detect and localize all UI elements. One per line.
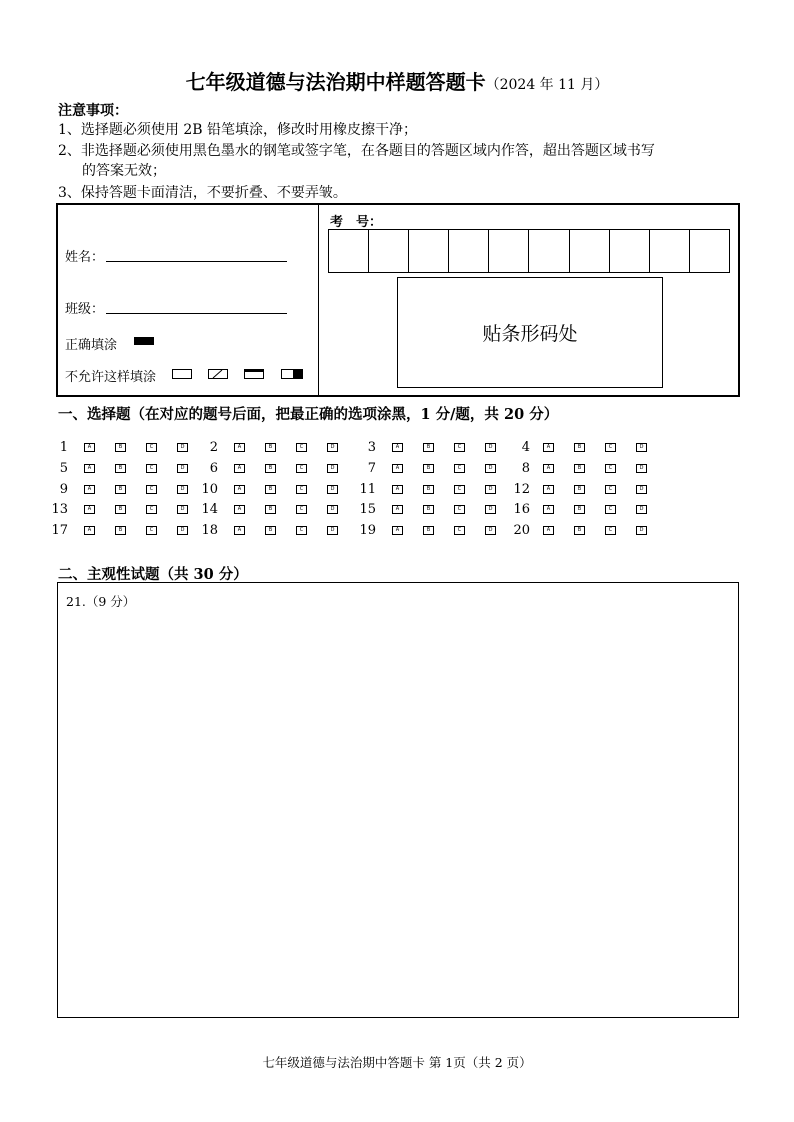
option-bubble[interactable]: B bbox=[574, 464, 585, 473]
option-bubble[interactable]: B bbox=[265, 485, 276, 494]
notice-line-2: 2、非选择题必须使用黑色墨水的钢笔或签字笔，在各题目的答题区域内作答，超出答题区域书写 bbox=[58, 143, 655, 159]
option-bubble[interactable]: C bbox=[296, 526, 307, 535]
option-bubble[interactable]: C bbox=[605, 526, 616, 535]
option-bubble[interactable]: D bbox=[485, 443, 496, 452]
option-bubble[interactable]: D bbox=[636, 526, 647, 535]
option-bubble[interactable]: B bbox=[265, 464, 276, 473]
option-bubble[interactable]: D bbox=[327, 485, 338, 494]
question-number: 20 bbox=[513, 523, 530, 539]
question-number: 15 bbox=[359, 502, 376, 518]
option-bubble[interactable]: C bbox=[454, 526, 465, 535]
option-bubble[interactable]: D bbox=[485, 505, 496, 514]
slash-mark-icon bbox=[209, 370, 227, 378]
option-bubble[interactable]: A bbox=[392, 526, 403, 535]
exam-number-cell[interactable] bbox=[449, 230, 489, 272]
info-box-divider bbox=[318, 203, 319, 397]
correct-fill-example bbox=[134, 337, 154, 345]
option-bubble[interactable]: A bbox=[543, 443, 554, 452]
option-bubble[interactable]: B bbox=[115, 526, 126, 535]
option-bubble[interactable]: B bbox=[423, 505, 434, 514]
answer-area[interactable] bbox=[57, 582, 739, 1018]
option-bubble[interactable]: C bbox=[296, 464, 307, 473]
question-number: 3 bbox=[367, 440, 376, 455]
option-bubble[interactable]: B bbox=[423, 464, 434, 473]
option-bubble[interactable]: A bbox=[392, 505, 403, 514]
wrong-fill-slash-icon bbox=[208, 369, 228, 379]
notice-line-1: 1、选择题必须使用 2B 铅笔填涂，修改时用橡皮擦干净； bbox=[58, 122, 418, 138]
question-number: 4 bbox=[521, 440, 530, 455]
option-bubble[interactable]: B bbox=[574, 505, 585, 514]
exam-number-cell[interactable] bbox=[489, 230, 529, 272]
wrong-fill-empty-icon bbox=[172, 369, 192, 379]
option-bubble[interactable]: D bbox=[636, 505, 647, 514]
option-bubble[interactable]: D bbox=[636, 485, 647, 494]
option-bubble[interactable]: A bbox=[234, 526, 245, 535]
option-bubble[interactable]: C bbox=[605, 485, 616, 494]
option-bubble[interactable]: B bbox=[265, 443, 276, 452]
option-bubble[interactable]: A bbox=[392, 464, 403, 473]
question-number: 1 bbox=[59, 440, 68, 455]
option-bubble[interactable]: D bbox=[177, 505, 188, 514]
option-bubble[interactable]: A bbox=[543, 485, 554, 494]
option-bubble[interactable]: C bbox=[454, 505, 465, 514]
option-bubble[interactable]: B bbox=[574, 485, 585, 494]
exam-number-cell[interactable] bbox=[529, 230, 569, 272]
exam-number-cell[interactable] bbox=[329, 230, 369, 272]
question-number: 16 bbox=[513, 502, 530, 518]
exam-number-cell[interactable] bbox=[650, 230, 690, 272]
exam-number-cell[interactable] bbox=[369, 230, 409, 272]
title-date: （2024 年 11 月） bbox=[485, 77, 609, 93]
option-bubble[interactable]: D bbox=[327, 443, 338, 452]
option-bubble[interactable]: B bbox=[423, 485, 434, 494]
option-bubble[interactable]: A bbox=[234, 505, 245, 514]
option-bubble[interactable]: C bbox=[296, 485, 307, 494]
option-bubble[interactable]: A bbox=[392, 443, 403, 452]
option-bubble[interactable]: A bbox=[84, 505, 95, 514]
option-bubble[interactable]: D bbox=[177, 443, 188, 452]
question-number: 13 bbox=[51, 502, 68, 518]
option-bubble[interactable]: D bbox=[485, 485, 496, 494]
question-number: 6 bbox=[209, 460, 218, 476]
question-number: 19 bbox=[359, 523, 376, 539]
page-title bbox=[0, 66, 794, 95]
class-label: 班级： bbox=[65, 302, 105, 317]
option-bubble[interactable]: B bbox=[574, 526, 585, 535]
notice-line-3: 的答案无效； bbox=[82, 163, 166, 179]
option-bubble[interactable]: C bbox=[454, 443, 465, 452]
question-number: 12 bbox=[513, 481, 530, 497]
option-bubble[interactable]: B bbox=[423, 526, 434, 535]
option-bubble[interactable]: D bbox=[327, 526, 338, 535]
option-bubble[interactable]: D bbox=[177, 485, 188, 494]
exam-number-cell[interactable] bbox=[409, 230, 449, 272]
notice-heading: 注意事项： bbox=[58, 103, 128, 119]
option-bubble[interactable]: A bbox=[543, 526, 554, 535]
exam-number-grid[interactable] bbox=[328, 229, 730, 273]
option-bubble[interactable]: A bbox=[234, 485, 245, 494]
option-bubble[interactable]: A bbox=[234, 464, 245, 473]
question-number: 18 bbox=[201, 523, 218, 539]
option-bubble[interactable]: A bbox=[543, 464, 554, 473]
option-bubble[interactable]: C bbox=[146, 464, 157, 473]
option-bubble[interactable]: C bbox=[605, 505, 616, 514]
question-number: 14 bbox=[201, 502, 218, 518]
option-bubble[interactable]: D bbox=[177, 464, 188, 473]
option-bubble[interactable]: A bbox=[84, 526, 95, 535]
option-bubble[interactable]: C bbox=[605, 443, 616, 452]
name-label: 姓名： bbox=[65, 250, 105, 265]
option-bubble[interactable]: D bbox=[327, 505, 338, 514]
option-bubble[interactable]: A bbox=[84, 485, 95, 494]
option-bubble[interactable]: D bbox=[636, 443, 647, 452]
title-text: 七年级道德与法治期中样题答题卡 bbox=[185, 70, 486, 94]
question-number: 7 bbox=[367, 460, 376, 476]
option-bubble[interactable]: A bbox=[84, 464, 95, 473]
option-bubble[interactable]: C bbox=[296, 505, 307, 514]
wrong-fill-label: 不允许这样填涂 bbox=[65, 370, 157, 385]
option-bubble[interactable]: C bbox=[296, 443, 307, 452]
option-bubble[interactable]: C bbox=[454, 464, 465, 473]
option-bubble[interactable]: C bbox=[146, 505, 157, 514]
exam-number-cell[interactable] bbox=[610, 230, 650, 272]
option-bubble[interactable]: A bbox=[84, 443, 95, 452]
wrong-fill-half-icon bbox=[281, 369, 303, 379]
option-bubble[interactable]: C bbox=[605, 464, 616, 473]
option-bubble[interactable]: B bbox=[265, 526, 276, 535]
question-number: 8 bbox=[521, 460, 530, 476]
option-bubble[interactable]: C bbox=[454, 485, 465, 494]
option-bubble[interactable]: D bbox=[485, 526, 496, 535]
option-bubble[interactable]: D bbox=[636, 464, 647, 473]
question-number: 11 bbox=[359, 481, 376, 497]
class-field[interactable] bbox=[106, 313, 287, 314]
page-footer: 七年级道德与法治期中答题卡 第 1页（共 2 页） bbox=[262, 1055, 532, 1070]
question-number: 5 bbox=[59, 460, 68, 476]
question-number: 9 bbox=[59, 481, 68, 497]
name-field[interactable] bbox=[106, 261, 287, 262]
option-bubble[interactable]: D bbox=[327, 464, 338, 473]
barcode-area bbox=[397, 277, 663, 388]
option-bubble[interactable]: B bbox=[574, 443, 585, 452]
option-bubble[interactable]: C bbox=[146, 485, 157, 494]
correct-fill-label: 正确填涂 bbox=[65, 338, 118, 353]
option-bubble[interactable]: A bbox=[543, 505, 554, 514]
option-bubble[interactable]: D bbox=[485, 464, 496, 473]
option-bubble[interactable]: A bbox=[234, 443, 245, 452]
question-number: 2 bbox=[209, 440, 218, 455]
option-bubble[interactable]: B bbox=[115, 505, 126, 514]
wrong-fill-partial-icon bbox=[244, 369, 264, 379]
option-bubble[interactable]: B bbox=[115, 443, 126, 452]
multiple-choice-area bbox=[0, 0, 794, 1]
question-number: 17 bbox=[51, 523, 68, 539]
exam-number-cell[interactable] bbox=[690, 230, 729, 272]
section2-title: 二、主观性试题（共 30 分） bbox=[58, 566, 248, 583]
exam-number-cell[interactable] bbox=[570, 230, 610, 272]
option-bubble[interactable]: C bbox=[146, 526, 157, 535]
option-bubble[interactable]: C bbox=[146, 443, 157, 452]
question-number: 10 bbox=[201, 481, 218, 497]
option-bubble[interactable]: B bbox=[115, 485, 126, 494]
question-21-label: 21.（9 分） bbox=[66, 594, 136, 609]
option-bubble[interactable]: B bbox=[423, 443, 434, 452]
option-bubble[interactable]: B bbox=[115, 464, 126, 473]
option-bubble[interactable]: D bbox=[177, 526, 188, 535]
option-bubble[interactable]: A bbox=[392, 485, 403, 494]
notice-line-4: 3、保持答题卡面清洁，不要折叠、不要弄皱。 bbox=[58, 185, 347, 201]
section1-title: 一、选择题（在对应的题号后面，把最正确的选项涂黑，1 分/题，共 20 分） bbox=[58, 406, 559, 423]
exam-number-label: 考 号： bbox=[330, 215, 383, 230]
option-bubble[interactable]: B bbox=[265, 505, 276, 514]
barcode-label: 贴条形码处 bbox=[482, 323, 578, 345]
